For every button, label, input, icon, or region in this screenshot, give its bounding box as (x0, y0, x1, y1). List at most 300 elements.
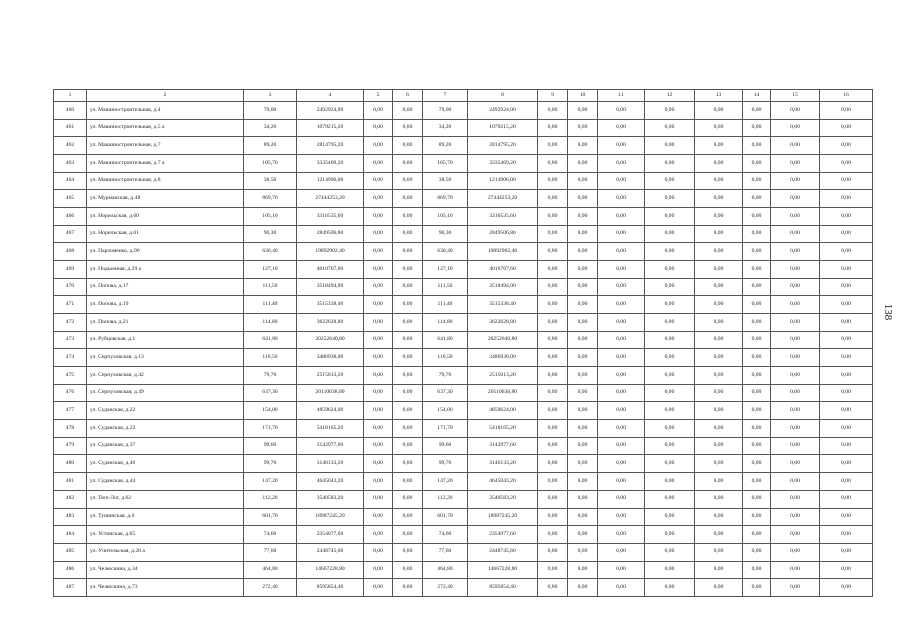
table-row (54, 278, 873, 296)
value-cell: 0,00 (820, 261, 873, 279)
value-cell: 0,00 (743, 225, 771, 243)
value-cell: 0,00 (771, 384, 820, 402)
value-cell: 79,00 (244, 102, 297, 120)
address-cell: ул. Попова, д.21 (87, 314, 244, 332)
value-cell: 0,00 (645, 367, 695, 385)
value-cell: 0,00 (645, 579, 695, 597)
row-number-cell: 477 (54, 402, 87, 420)
value-cell: 0,00 (598, 473, 645, 491)
value-cell: 0,00 (538, 490, 568, 508)
value-cell: 111,50 (423, 278, 468, 296)
value-cell: 0,00 (538, 225, 568, 243)
value-cell: 869,70 (423, 190, 468, 208)
value-cell: 0,00 (598, 579, 645, 597)
value-cell: 0,00 (598, 225, 645, 243)
value-cell: 112,20 (244, 490, 297, 508)
table-row (54, 490, 873, 508)
value-cell: 630,40 (423, 243, 468, 261)
value-cell: 2814795,20 (297, 137, 364, 155)
value-cell: 0,00 (598, 137, 645, 155)
value-cell: 0,00 (538, 508, 568, 526)
value-cell: 0,00 (771, 455, 820, 473)
value-cell: 0,00 (820, 367, 873, 385)
value-cell: 5418165,20 (297, 420, 364, 438)
value-cell: 0,00 (364, 172, 393, 190)
value-cell: 0,00 (820, 437, 873, 455)
value-cell: 0,00 (364, 543, 393, 561)
value-cell: 0,00 (568, 420, 598, 438)
value-cell: 0,00 (743, 261, 771, 279)
value-cell: 0,00 (364, 437, 393, 455)
value-cell: 0,00 (695, 208, 743, 226)
address-cell: ул. Серпуховская, д.49 (87, 384, 244, 402)
value-cell: 0,00 (393, 579, 423, 597)
value-cell: 0,00 (743, 402, 771, 420)
row-number-cell: 460 (54, 102, 87, 120)
value-cell: 0,00 (743, 190, 771, 208)
value-cell: 3335469,20 (468, 155, 538, 173)
value-cell: 0,00 (743, 420, 771, 438)
value-cell: 0,00 (393, 119, 423, 137)
value-cell: 0,00 (820, 243, 873, 261)
table-row (54, 508, 873, 526)
value-cell: 0,00 (771, 490, 820, 508)
row-number-cell: 466 (54, 208, 87, 226)
register-table (53, 89, 873, 597)
address-cell: ул. Машиностроительная, д.8 (87, 172, 244, 190)
value-cell: 0,00 (695, 102, 743, 120)
value-cell: 0,00 (538, 473, 568, 491)
row-number-cell: 480 (54, 455, 87, 473)
row-number-cell: 485 (54, 543, 87, 561)
value-cell: 0,00 (393, 225, 423, 243)
table-row (54, 579, 873, 597)
value-cell: 0,00 (538, 296, 568, 314)
value-cell: 0,00 (598, 384, 645, 402)
value-cell: 0,00 (568, 102, 598, 120)
value-cell: 2448745,60 (468, 543, 538, 561)
value-cell: 601,70 (423, 508, 468, 526)
column-number: 14 (743, 90, 771, 102)
value-cell: 0,00 (393, 384, 423, 402)
value-cell: 0,00 (598, 402, 645, 420)
value-cell: 20110638,80 (297, 384, 364, 402)
value-cell: 0,00 (695, 402, 743, 420)
value-cell: 0,00 (393, 402, 423, 420)
value-cell: 0,00 (364, 190, 393, 208)
value-cell: 0,00 (771, 561, 820, 579)
value-cell: 0,00 (771, 296, 820, 314)
value-cell: 0,00 (364, 526, 393, 544)
value-cell: 0,00 (771, 119, 820, 137)
value-cell: 3540583,20 (468, 490, 538, 508)
value-cell: 0,00 (771, 349, 820, 367)
value-cell: 0,00 (743, 102, 771, 120)
table-row (54, 437, 873, 455)
address-cell: ул. Норильская, д.60 (87, 208, 244, 226)
value-cell: 0,00 (393, 137, 423, 155)
value-cell: 0,00 (393, 526, 423, 544)
column-number: 2 (87, 90, 244, 102)
value-cell: 3142977,60 (297, 437, 364, 455)
value-cell: 0,00 (393, 543, 423, 561)
value-cell: 0,00 (364, 119, 393, 137)
value-cell: 0,00 (568, 473, 598, 491)
value-cell: 171,70 (423, 420, 468, 438)
value-cell: 0,00 (598, 490, 645, 508)
value-cell: 0,00 (645, 490, 695, 508)
value-cell: 0,00 (538, 384, 568, 402)
value-cell: 0,00 (568, 437, 598, 455)
column-number: 5 (364, 90, 393, 102)
column-number: 3 (244, 90, 297, 102)
row-number-cell: 482 (54, 490, 87, 508)
table-row (54, 208, 873, 226)
value-cell: 0,00 (645, 137, 695, 155)
value-cell: 0,00 (695, 314, 743, 332)
value-cell: 0,00 (568, 402, 598, 420)
table-row (54, 190, 873, 208)
value-cell: 0,00 (645, 190, 695, 208)
value-cell: 0,00 (820, 225, 873, 243)
value-cell: 0,00 (695, 296, 743, 314)
value-cell: 14667228,80 (297, 561, 364, 579)
value-cell: 110,50 (244, 349, 297, 367)
value-cell: 2849506,80 (297, 225, 364, 243)
address-cell: ул. Машиностроительная, д.7 (87, 137, 244, 155)
value-cell: 0,00 (393, 420, 423, 438)
value-cell: 641,80 (423, 331, 468, 349)
value-cell: 0,00 (364, 261, 393, 279)
value-cell: 0,00 (820, 155, 873, 173)
column-number: 9 (538, 90, 568, 102)
value-cell: 0,00 (393, 349, 423, 367)
value-cell: 0,00 (695, 526, 743, 544)
value-cell: 0,00 (771, 543, 820, 561)
value-cell: 0,00 (364, 402, 393, 420)
value-cell: 601,70 (244, 508, 297, 526)
value-cell: 0,00 (598, 543, 645, 561)
value-cell: 0,00 (743, 526, 771, 544)
value-cell: 0,00 (743, 208, 771, 226)
value-cell: 105,10 (423, 208, 468, 226)
address-cell: ул. Челюскина, д.73 (87, 579, 244, 597)
address-cell: ул. Попова, д.19 (87, 296, 244, 314)
value-cell: 2515013,20 (297, 367, 364, 385)
value-cell: 0,00 (568, 579, 598, 597)
value-cell: 0,00 (695, 349, 743, 367)
value-cell: 0,00 (568, 137, 598, 155)
value-cell: 0,00 (820, 420, 873, 438)
value-cell: 0,00 (743, 508, 771, 526)
table-row (54, 296, 873, 314)
value-cell: 110,50 (423, 349, 468, 367)
value-cell: 0,00 (598, 455, 645, 473)
value-cell: 0,00 (364, 367, 393, 385)
value-cell: 0,00 (568, 367, 598, 385)
value-cell: 0,00 (568, 172, 598, 190)
value-cell: 0,00 (568, 384, 598, 402)
address-cell: ул. Суданская, д.40 (87, 455, 244, 473)
table-row (54, 119, 873, 137)
value-cell: 2492924,00 (468, 102, 538, 120)
address-cell: ул. Суданская, д.37 (87, 437, 244, 455)
value-cell: 0,00 (568, 508, 598, 526)
value-cell: 0,00 (695, 490, 743, 508)
value-cell: 38,50 (244, 172, 297, 190)
value-cell: 0,00 (598, 208, 645, 226)
value-cell: 0,00 (598, 155, 645, 173)
table-row (54, 455, 873, 473)
value-cell: 0,00 (393, 261, 423, 279)
value-cell: 8595854,40 (297, 579, 364, 597)
value-cell: 3622628,80 (468, 314, 538, 332)
value-cell: 4010767,60 (468, 261, 538, 279)
value-cell: 0,00 (645, 508, 695, 526)
value-cell: 0,00 (743, 473, 771, 491)
value-cell: 0,00 (771, 437, 820, 455)
value-cell: 0,00 (393, 190, 423, 208)
table-row (54, 331, 873, 349)
row-number-cell: 481 (54, 473, 87, 491)
value-cell: 0,00 (364, 137, 393, 155)
value-cell: 0,00 (598, 420, 645, 438)
value-cell: 0,00 (771, 261, 820, 279)
table-row (54, 155, 873, 173)
value-cell: 0,00 (364, 473, 393, 491)
value-cell: 0,00 (538, 155, 568, 173)
column-number: 1 (54, 90, 87, 102)
value-cell: 0,00 (820, 119, 873, 137)
value-cell: 2354077,60 (468, 526, 538, 544)
table-row (54, 543, 873, 561)
value-cell: 0,00 (364, 155, 393, 173)
value-cell: 0,00 (538, 543, 568, 561)
value-cell: 0,00 (364, 579, 393, 597)
value-cell: 112,20 (423, 490, 468, 508)
table-row (54, 172, 873, 190)
value-cell: 869,70 (244, 190, 297, 208)
value-cell: 0,00 (364, 208, 393, 226)
value-cell: 0,00 (568, 561, 598, 579)
address-cell: ул. Серпуховская, д.13 (87, 349, 244, 367)
table-row (54, 225, 873, 243)
value-cell: 0,00 (771, 420, 820, 438)
value-cell: 0,00 (393, 314, 423, 332)
row-number-cell: 471 (54, 296, 87, 314)
value-cell: 0,00 (771, 102, 820, 120)
value-cell: 0,00 (743, 561, 771, 579)
value-cell: 0,00 (645, 172, 695, 190)
value-cell: 0,00 (695, 331, 743, 349)
value-cell: 0,00 (568, 455, 598, 473)
row-number-cell: 468 (54, 243, 87, 261)
value-cell: 0,00 (695, 579, 743, 597)
table-row (54, 561, 873, 579)
value-cell: 0,00 (695, 384, 743, 402)
value-cell: 0,00 (695, 543, 743, 561)
value-cell: 0,00 (393, 155, 423, 173)
value-cell: 0,00 (771, 473, 820, 491)
address-cell: ул. Попова, д.17 (87, 278, 244, 296)
value-cell: 3142977,60 (468, 437, 538, 455)
value-cell: 0,00 (771, 172, 820, 190)
value-cell: 0,00 (695, 367, 743, 385)
value-cell: 111,50 (244, 278, 297, 296)
address-cell: ул. Суданская, д.22 (87, 402, 244, 420)
value-cell: 0,00 (645, 402, 695, 420)
value-cell: 3622628,80 (297, 314, 364, 332)
address-cell: ул. Суданская, д.44 (87, 473, 244, 491)
value-cell: 0,00 (695, 137, 743, 155)
value-cell: 3540583,20 (297, 490, 364, 508)
value-cell: 0,00 (771, 278, 820, 296)
value-cell: 0,00 (820, 526, 873, 544)
address-cell: ул. Серпуховская, д.42 (87, 367, 244, 385)
value-cell: 14667228,80 (468, 561, 538, 579)
row-number-cell: 487 (54, 579, 87, 597)
value-cell: 34,20 (244, 119, 297, 137)
value-cell: 99,60 (244, 437, 297, 455)
value-cell: 0,00 (771, 331, 820, 349)
value-cell: 0,00 (538, 137, 568, 155)
value-cell: 0,00 (598, 243, 645, 261)
value-cell: 0,00 (538, 561, 568, 579)
value-cell: 1079215,20 (468, 119, 538, 137)
value-cell: 0,00 (645, 543, 695, 561)
column-number: 10 (568, 90, 598, 102)
table-row (54, 349, 873, 367)
value-cell: 0,00 (645, 278, 695, 296)
value-cell: 0,00 (538, 420, 568, 438)
value-cell: 0,00 (568, 208, 598, 226)
value-cell: 2354077,60 (297, 526, 364, 544)
row-number-cell: 475 (54, 367, 87, 385)
value-cell: 0,00 (820, 296, 873, 314)
value-cell: 0,00 (820, 137, 873, 155)
value-cell: 3518494,00 (468, 278, 538, 296)
value-cell: 0,00 (598, 261, 645, 279)
value-cell: 0,00 (743, 296, 771, 314)
value-cell: 0,00 (743, 314, 771, 332)
value-cell: 0,00 (771, 243, 820, 261)
value-cell: 3515338,40 (297, 296, 364, 314)
value-cell: 0,00 (568, 543, 598, 561)
value-cell: 4859624,00 (297, 402, 364, 420)
value-cell: 4645043,20 (297, 473, 364, 491)
table-row (54, 261, 873, 279)
value-cell: 0,00 (645, 243, 695, 261)
value-cell: 18987245,20 (297, 508, 364, 526)
value-cell: 0,00 (393, 455, 423, 473)
address-cell: ул. Тюп-Лог, д.62 (87, 490, 244, 508)
value-cell: 0,00 (645, 473, 695, 491)
value-cell: 0,00 (598, 296, 645, 314)
value-cell: 0,00 (645, 296, 695, 314)
value-cell: 0,00 (820, 102, 873, 120)
value-cell: 0,00 (393, 172, 423, 190)
value-cell: 0,00 (743, 278, 771, 296)
value-cell: 0,00 (538, 402, 568, 420)
value-cell: 637,30 (244, 384, 297, 402)
value-cell: 34,20 (423, 119, 468, 137)
value-cell: 0,00 (695, 190, 743, 208)
column-number: 16 (820, 90, 873, 102)
value-cell: 2448745,60 (297, 543, 364, 561)
row-number-cell: 470 (54, 278, 87, 296)
value-cell: 0,00 (743, 384, 771, 402)
value-cell: 0,00 (598, 331, 645, 349)
value-cell: 5418165,20 (468, 420, 538, 438)
value-cell: 0,00 (645, 437, 695, 455)
value-cell: 0,00 (820, 561, 873, 579)
value-cell: 0,00 (743, 579, 771, 597)
value-cell: 99,60 (423, 437, 468, 455)
value-cell: 74,60 (244, 526, 297, 544)
column-number: 6 (393, 90, 423, 102)
value-cell: 0,00 (820, 402, 873, 420)
table-row (54, 384, 873, 402)
value-cell: 0,00 (538, 579, 568, 597)
value-cell: 0,00 (743, 455, 771, 473)
row-number-cell: 469 (54, 261, 87, 279)
column-number-row (54, 90, 873, 102)
column-number: 15 (771, 90, 820, 102)
value-cell: 3515338,40 (468, 296, 538, 314)
value-cell: 89,20 (244, 137, 297, 155)
table-row (54, 402, 873, 420)
value-cell: 0,00 (771, 137, 820, 155)
value-cell: 111,40 (423, 296, 468, 314)
value-cell: 89,20 (423, 137, 468, 155)
value-cell: 0,00 (364, 420, 393, 438)
value-cell: 0,00 (364, 561, 393, 579)
value-cell: 0,00 (820, 190, 873, 208)
value-cell: 0,00 (820, 331, 873, 349)
value-cell: 38,50 (423, 172, 468, 190)
value-cell: 0,00 (820, 508, 873, 526)
value-cell: 0,00 (364, 102, 393, 120)
column-number: 11 (598, 90, 645, 102)
value-cell: 0,00 (598, 278, 645, 296)
value-cell: 0,00 (364, 384, 393, 402)
value-cell: 0,00 (820, 349, 873, 367)
value-cell: 154,00 (423, 402, 468, 420)
value-cell: 127,10 (423, 261, 468, 279)
table-row (54, 137, 873, 155)
value-cell: 0,00 (598, 190, 645, 208)
value-cell: 0,00 (743, 331, 771, 349)
value-cell: 0,00 (364, 243, 393, 261)
value-cell: 0,00 (393, 490, 423, 508)
value-cell: 77,60 (244, 543, 297, 561)
value-cell: 0,00 (598, 367, 645, 385)
value-cell: 0,00 (820, 208, 873, 226)
value-cell: 0,00 (598, 102, 645, 120)
row-number-cell: 467 (54, 225, 87, 243)
row-number-cell: 484 (54, 526, 87, 544)
value-cell: 0,00 (393, 296, 423, 314)
value-cell: 0,00 (743, 543, 771, 561)
value-cell: 4010767,60 (297, 261, 364, 279)
value-cell: 105,10 (244, 208, 297, 226)
row-number-cell: 486 (54, 561, 87, 579)
value-cell: 20252640,80 (468, 331, 538, 349)
value-cell: 90,30 (423, 225, 468, 243)
value-cell: 0,00 (568, 190, 598, 208)
value-cell: 3316535,60 (468, 208, 538, 226)
value-cell: 0,00 (771, 225, 820, 243)
